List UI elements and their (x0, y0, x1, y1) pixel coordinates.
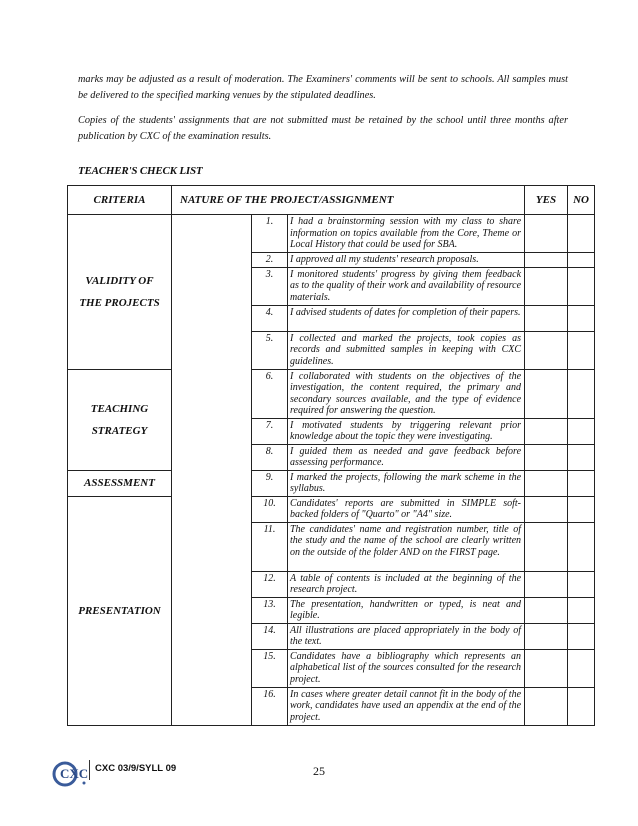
yes-cell[interactable] (525, 444, 568, 470)
item-text: I guided them as needed and gave feedback before assessing performance. (288, 444, 525, 470)
item-number: 2. (252, 253, 288, 268)
blank-column (172, 215, 252, 726)
no-cell[interactable] (568, 687, 595, 725)
cxc-logo-icon (50, 757, 90, 789)
intro-paragraph-1: marks may be adjusted as a result of moderation. The Examiners' comments will be sent to schools. All samples must be delivered to the specified marking venues by the stipulated deadlines. (78, 74, 568, 101)
item-text: In cases where greater detail cannot fit in the body of the work, candidates have used an appendix at the end of the project. (288, 687, 525, 725)
item-text: Candidates have a bibliography which represents an alphabetical list of the sources consulted for the research project. (288, 649, 525, 687)
no-cell[interactable] (568, 470, 595, 496)
header-no: NO (568, 186, 595, 215)
item-number: 16. (252, 687, 288, 725)
criteria-presentation: PRESENTATION (68, 496, 172, 725)
no-cell[interactable] (568, 649, 595, 687)
table-row (68, 369, 595, 418)
item-text: I motivated students by triggering relevant prior knowledge about the topic they were investigating. (288, 418, 525, 444)
item-number: 8. (252, 444, 288, 470)
item-number: 7. (252, 418, 288, 444)
footer-divider (89, 760, 90, 780)
yes-cell[interactable] (525, 305, 568, 331)
item-number: 14. (252, 623, 288, 649)
item-number: 11. (252, 522, 288, 571)
yes-cell[interactable] (525, 649, 568, 687)
item-number: 6. (252, 369, 288, 418)
item-text: Candidates' reports are submitted in SIMPLE soft-backed folders of "Quarto" or "A4" size. (288, 496, 525, 522)
item-text: I collected and marked the projects, took copies as records and submitted samples in keeping with CXC guidelines. (288, 331, 525, 369)
item-number: 10. (252, 496, 288, 522)
yes-cell[interactable] (525, 215, 568, 253)
yes-cell[interactable] (525, 522, 568, 571)
yes-cell[interactable] (525, 623, 568, 649)
yes-cell[interactable] (525, 253, 568, 268)
item-text: I advised students of dates for completion of their papers. (288, 305, 525, 331)
item-text: The presentation, handwritten or typed, is neat and legible. (288, 597, 525, 623)
item-number: 15. (252, 649, 288, 687)
criteria-assessment: ASSESSMENT (68, 470, 172, 496)
intro-paragraph-2: Copies of the students' assignments that are not submitted must be retained by the school until three months after publication by CXC of the examination results. (78, 115, 568, 142)
item-text: All illustrations are placed appropriately in the body of the text. (288, 623, 525, 649)
yes-cell[interactable] (525, 470, 568, 496)
header-row (68, 186, 595, 215)
no-cell[interactable] (568, 267, 595, 305)
item-text: I approved all my students' research proposals. (288, 253, 525, 268)
item-text: I had a brainstorming session with my class to share information on topics available from the Core, Theme or Local History that could be used for SBA. (288, 215, 525, 253)
syllabus-code: CXC 03/9/SYLL 09 (95, 763, 177, 774)
no-cell[interactable] (568, 215, 595, 253)
item-number: 4. (252, 305, 288, 331)
yes-cell[interactable] (525, 687, 568, 725)
item-number: 5. (252, 331, 288, 369)
no-cell[interactable] (568, 522, 595, 571)
checklist-table (67, 185, 595, 726)
no-cell[interactable] (568, 623, 595, 649)
no-cell[interactable] (568, 418, 595, 444)
yes-cell[interactable] (525, 331, 568, 369)
table-row (68, 496, 595, 522)
item-text: The candidates' name and registration number, title of the study and the name of the school are clearly written on the outside of the folder AND on the FIRST page. (288, 522, 525, 571)
item-text: I marked the projects, following the mark scheme in the syllabus. (288, 470, 525, 496)
no-cell[interactable] (568, 597, 595, 623)
no-cell[interactable] (568, 571, 595, 597)
yes-cell[interactable] (525, 418, 568, 444)
no-cell[interactable] (568, 496, 595, 522)
no-cell[interactable] (568, 369, 595, 418)
item-text: I monitored students' progress by giving them feedback as to the quality of their work and availability of resource materials. (288, 267, 525, 305)
item-number: 9. (252, 470, 288, 496)
item-text: A table of contents is included at the beginning of the research project. (288, 571, 525, 597)
yes-cell[interactable] (525, 597, 568, 623)
no-cell[interactable] (568, 331, 595, 369)
table-row (68, 215, 595, 253)
criteria-teaching: TEACHING STRATEGY (68, 369, 172, 470)
item-number: 3. (252, 267, 288, 305)
item-number: 13. (252, 597, 288, 623)
header-nature: NATURE OF THE PROJECT/ASSIGNMENT (172, 186, 525, 215)
no-cell[interactable] (568, 253, 595, 268)
header-criteria: CRITERIA (68, 186, 172, 215)
logo-text: CXC (60, 766, 89, 781)
cxc-logo (50, 757, 90, 789)
yes-cell[interactable] (525, 369, 568, 418)
yes-cell[interactable] (525, 267, 568, 305)
criteria-validity: VALIDITY OF THE PROJECTS (68, 215, 172, 370)
header-yes: YES (525, 186, 568, 215)
yes-cell[interactable] (525, 496, 568, 522)
checklist-title: TEACHER'S CHECK LIST (78, 165, 203, 177)
no-cell[interactable] (568, 444, 595, 470)
table-row (68, 470, 595, 496)
no-cell[interactable] (568, 305, 595, 331)
item-text: I collaborated with students on the objectives of the investigation, the content required, the primary and secondary sources available, and the type of evidence required for answering the question. (288, 369, 525, 418)
item-number: 1. (252, 215, 288, 253)
yes-cell[interactable] (525, 571, 568, 597)
item-number: 12. (252, 571, 288, 597)
page-number: 25 (313, 764, 325, 778)
